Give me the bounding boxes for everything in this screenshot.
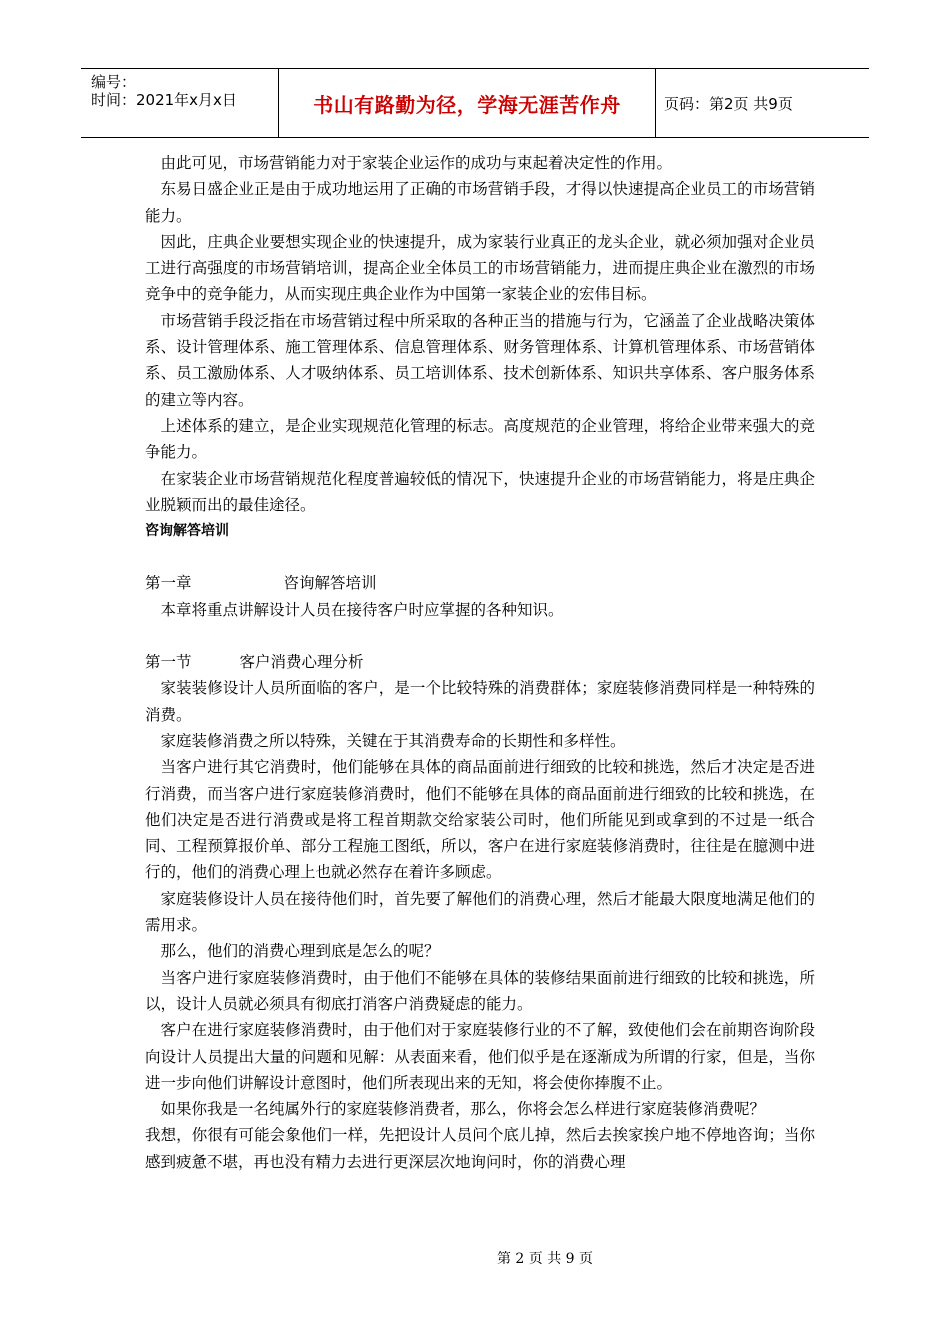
paragraph: 那么，他们的消费心理到底是怎么的呢？: [160, 942, 440, 961]
header-motto: 书山有路勤为径，学海无涯苦作舟: [279, 69, 656, 137]
header-page-info: 页码：第2页 共9页: [664, 94, 793, 113]
paragraph: 当客户进行其它消费时，他们能够在具体的商品面前进行细致的比较和挑选，然后才决定是否进行消费，而当客户进行家庭装修消费时，他们不能够在具体的商品面前进行细致的比较和挑选，在他们决定是否进行消费或是将工程首期款交给家装公司时，他们所能见到或拿到的不过是一纸合同、工程预算报价单、部分工程施工图纸，所以，客户在进行家庭装修消费时，往往是在臆测中进行的，他们的消费心理上也就必然存在着许多顾虑。: [145, 758, 815, 882]
header-meta-cell: [81, 69, 279, 137]
section-label: 第一节: [145, 653, 192, 672]
paragraph: 我想，你很有可能会象他们一样，先把设计人员问个底儿掉，然后去挨家挨户地不停地咨询；当你感到疲惫不堪，再也没有精力去进行更深层次地询问时，你的消费心理: [145, 1126, 815, 1171]
document-body: [145, 150, 815, 1175]
section-title: [145, 649, 815, 675]
paragraph: 如果你我是一名纯属外行的家庭装修消费者，那么，你将会怎么样进行家庭装修消费呢？: [160, 1100, 766, 1119]
doc-number-label: 编号：: [91, 73, 137, 91]
chapter-label: 第一章: [145, 574, 192, 593]
section-heading: 咨询解答培训: [145, 523, 229, 540]
paragraph: 家庭装修设计人员在接待他们时，首先要了解他们的消费心理，然后才能最大限度地满足他们的需用求。: [145, 889, 815, 935]
chapter-name: 咨询解答培训: [283, 574, 377, 593]
paragraph: 客户在进行家庭装修消费时，由于他们对于家庭装修行业的不了解，致使他们会在前期咨询阶段向设计人员提出大量的问题和见解：从表面来看，他们似乎是在逐渐成为所谓的行家，但是，当你进一步向他们讲解设计意图时，他们所表现出来的无知，将会使你捧腹不止。: [145, 1021, 815, 1092]
paragraph: 在家装企业市场营销规范化程度普遍较低的情况下，快速提升企业的市场营销能力，将是庄典企业脱颖而出的最佳途径。: [145, 469, 815, 514]
paragraph: 东易日盛企业正是由于成功地运用了正确的市场营销手段，才得以快速提高企业员工的市场营销能力。: [145, 180, 815, 225]
chapter-intro: 本章将重点讲解设计人员在接待客户时应掌握的各种知识。: [160, 600, 564, 619]
paragraph: 当客户进行家庭装修消费时，由于他们不能够在具体的装修结果面前进行细致的比较和挑选，所以，设计人员就必须具有彻底打消客户消费疑虑的能力。: [145, 968, 815, 1013]
section-name: 客户消费心理分析: [239, 653, 364, 672]
paragraph: 家装装修设计人员所面临的客户，是一个比较特殊的消费群体；家庭装修消费同样是一种特殊的消费。: [145, 679, 815, 724]
page-header: [81, 68, 869, 138]
paragraph: 市场营销手段泛指在市场营销过程中所采取的各种正当的措施与行为，它涵盖了企业战略决策体系、设计管理体系、施工管理体系、信息管理体系、财务管理体系、计算机管理体系、市场营销体系、员工激励体系、人才吸纳体系、员工培训体系、技术创新体系、知识共享体系、客户服务体系的建立等内容。: [145, 311, 815, 409]
page-footer: 第 2 页 共 9 页: [496, 1251, 594, 1267]
paragraph: 由此可见，市场营销能力对于家装企业运作的成功与束起着决定性的作用。: [160, 154, 673, 172]
doc-time-label: 时间：2021年x月x日: [91, 91, 237, 109]
paragraph: 家庭装修消费之所以特殊，关键在于其消费寿命的长期性和多样性。: [160, 731, 626, 750]
chapter-title: [145, 570, 815, 596]
paragraph: 上述体系的建立，是企业实现规范化管理的标志。高度规范的企业管理，将给企业带来强大的竞争能力。: [145, 416, 815, 462]
paragraph: 因此，庄典企业要想实现企业的快速提升，成为家装行业真正的龙头企业，就必须加强对企业员工进行高强度的市场营销培训，提高企业全体员工的市场营销能力，进而提庄典企业在激烈的市场竞争中的竞争能力，从而实现庄典企业作为中国第一家装企业的宏伟目标。: [145, 232, 815, 304]
